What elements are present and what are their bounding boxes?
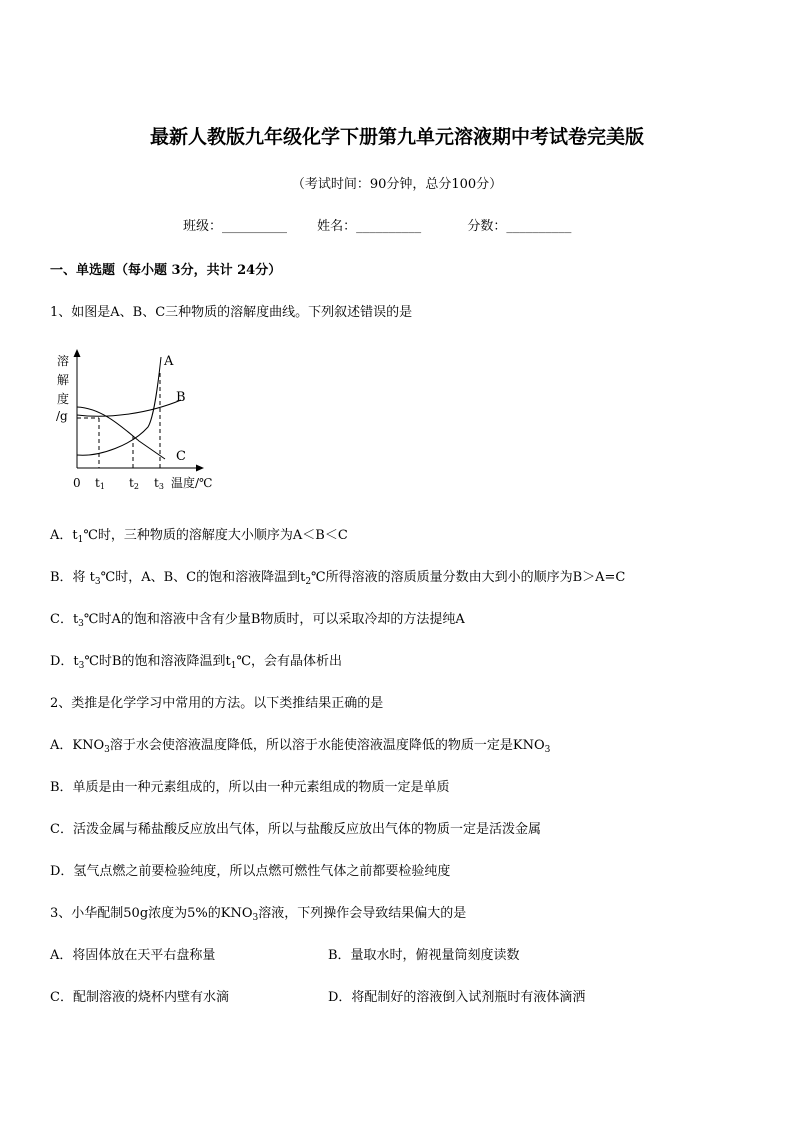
name-field[interactable]: 姓名：__________ — [317, 219, 422, 234]
q2-option-a[interactable]: A．$KNO_3$溶于水会使溶液温度降低，所以溶于水能使溶液温度降低的物质一定是$KNO_3$ — [50, 738, 551, 755]
origin-label: 0 — [73, 476, 81, 490]
q3-option-d[interactable]: D．将配制好的溶液倒入试剂瓶时有液体滴洒 — [328, 990, 586, 1005]
page-title: 最新人教版九年级化学下册第九单元溶液期中考试卷完美版 — [149, 126, 644, 148]
curve-label-c: C — [176, 449, 186, 464]
question-2-stem: 2、类推是化学学习中常用的方法。以下类推结果正确的是 — [50, 696, 384, 711]
ylabel-char: 解 — [57, 373, 70, 387]
section-heading: 一、单选题（每小题 3分，共计 24分） — [50, 263, 282, 278]
student-info-fields — [183, 215, 571, 234]
exam-info: （考试时间：90分钟，总分100分） — [291, 177, 503, 192]
curve-label-b: B — [176, 390, 186, 405]
q1-option-b[interactable]: B．将 $t_3℃$时，A、B、C的饱和溶液降温到$t_2℃$所得溶液的溶质质量分数由大到小的顺序为B＞A=C — [50, 570, 626, 587]
q3-option-a[interactable]: A．将固体放在天平右盘称量 — [50, 948, 216, 963]
q1-option-c[interactable]: C．$t_3℃$时A的饱和溶液中含有少量B物质时，可以采取冷却的方法提纯A — [50, 612, 465, 629]
q3-option-c[interactable]: C．配制溶液的烧杯内壁有水滴 — [50, 990, 229, 1005]
curve-a — [77, 357, 161, 455]
curve-b — [77, 400, 181, 416]
x-axis-arrow — [196, 465, 204, 472]
tick-t2: t2 — [129, 476, 139, 491]
q2-option-d[interactable]: D．氢气点燃之前要检验纯度，所以点燃可燃性气体之前都要检验纯度 — [50, 864, 451, 879]
q2-option-b[interactable]: B．单质是由一种元素组成的，所以由一种元素组成的物质一定是单质 — [50, 780, 450, 795]
q1-option-d[interactable]: D．$t_3℃$时B的饱和溶液降温到$t_1℃$，会有晶体析出 — [50, 654, 342, 671]
y-axis-arrow — [74, 349, 81, 357]
tick-t3: t3 — [154, 476, 164, 491]
ylabel-char: 溶 — [57, 354, 70, 368]
question-1-stem: 1、如图是A、B、C三种物质的溶解度曲线。下列叙述错误的是 — [50, 305, 413, 320]
solubility-curve-figure — [50, 345, 230, 495]
q1-option-a[interactable]: A．$t_1℃$时，三种物质的溶解度大小顺序为A＜B＜C — [50, 528, 348, 545]
curve-label-a: A — [164, 354, 174, 369]
class-field[interactable]: 班级：__________ — [183, 219, 288, 234]
question-3-stem: 3、小华配制50g浓度为5%的$KNO_3$溶液，下列操作会导致结果偏大的是 — [50, 906, 467, 923]
tick-t1: t1 — [95, 476, 105, 491]
score-field[interactable]: 分数：__________ — [467, 219, 572, 234]
ylabel-char: /g — [56, 409, 68, 423]
x-axis-label: 温度/℃ — [171, 476, 213, 490]
q3-option-b[interactable]: B．量取水时，俯视量筒刻度读数 — [328, 948, 520, 963]
q2-option-c[interactable]: C．活泼金属与稀盐酸反应放出气体，所以与盐酸反应放出气体的物质一定是活泼金属 — [50, 822, 541, 837]
ylabel-char: 度 — [57, 392, 70, 406]
